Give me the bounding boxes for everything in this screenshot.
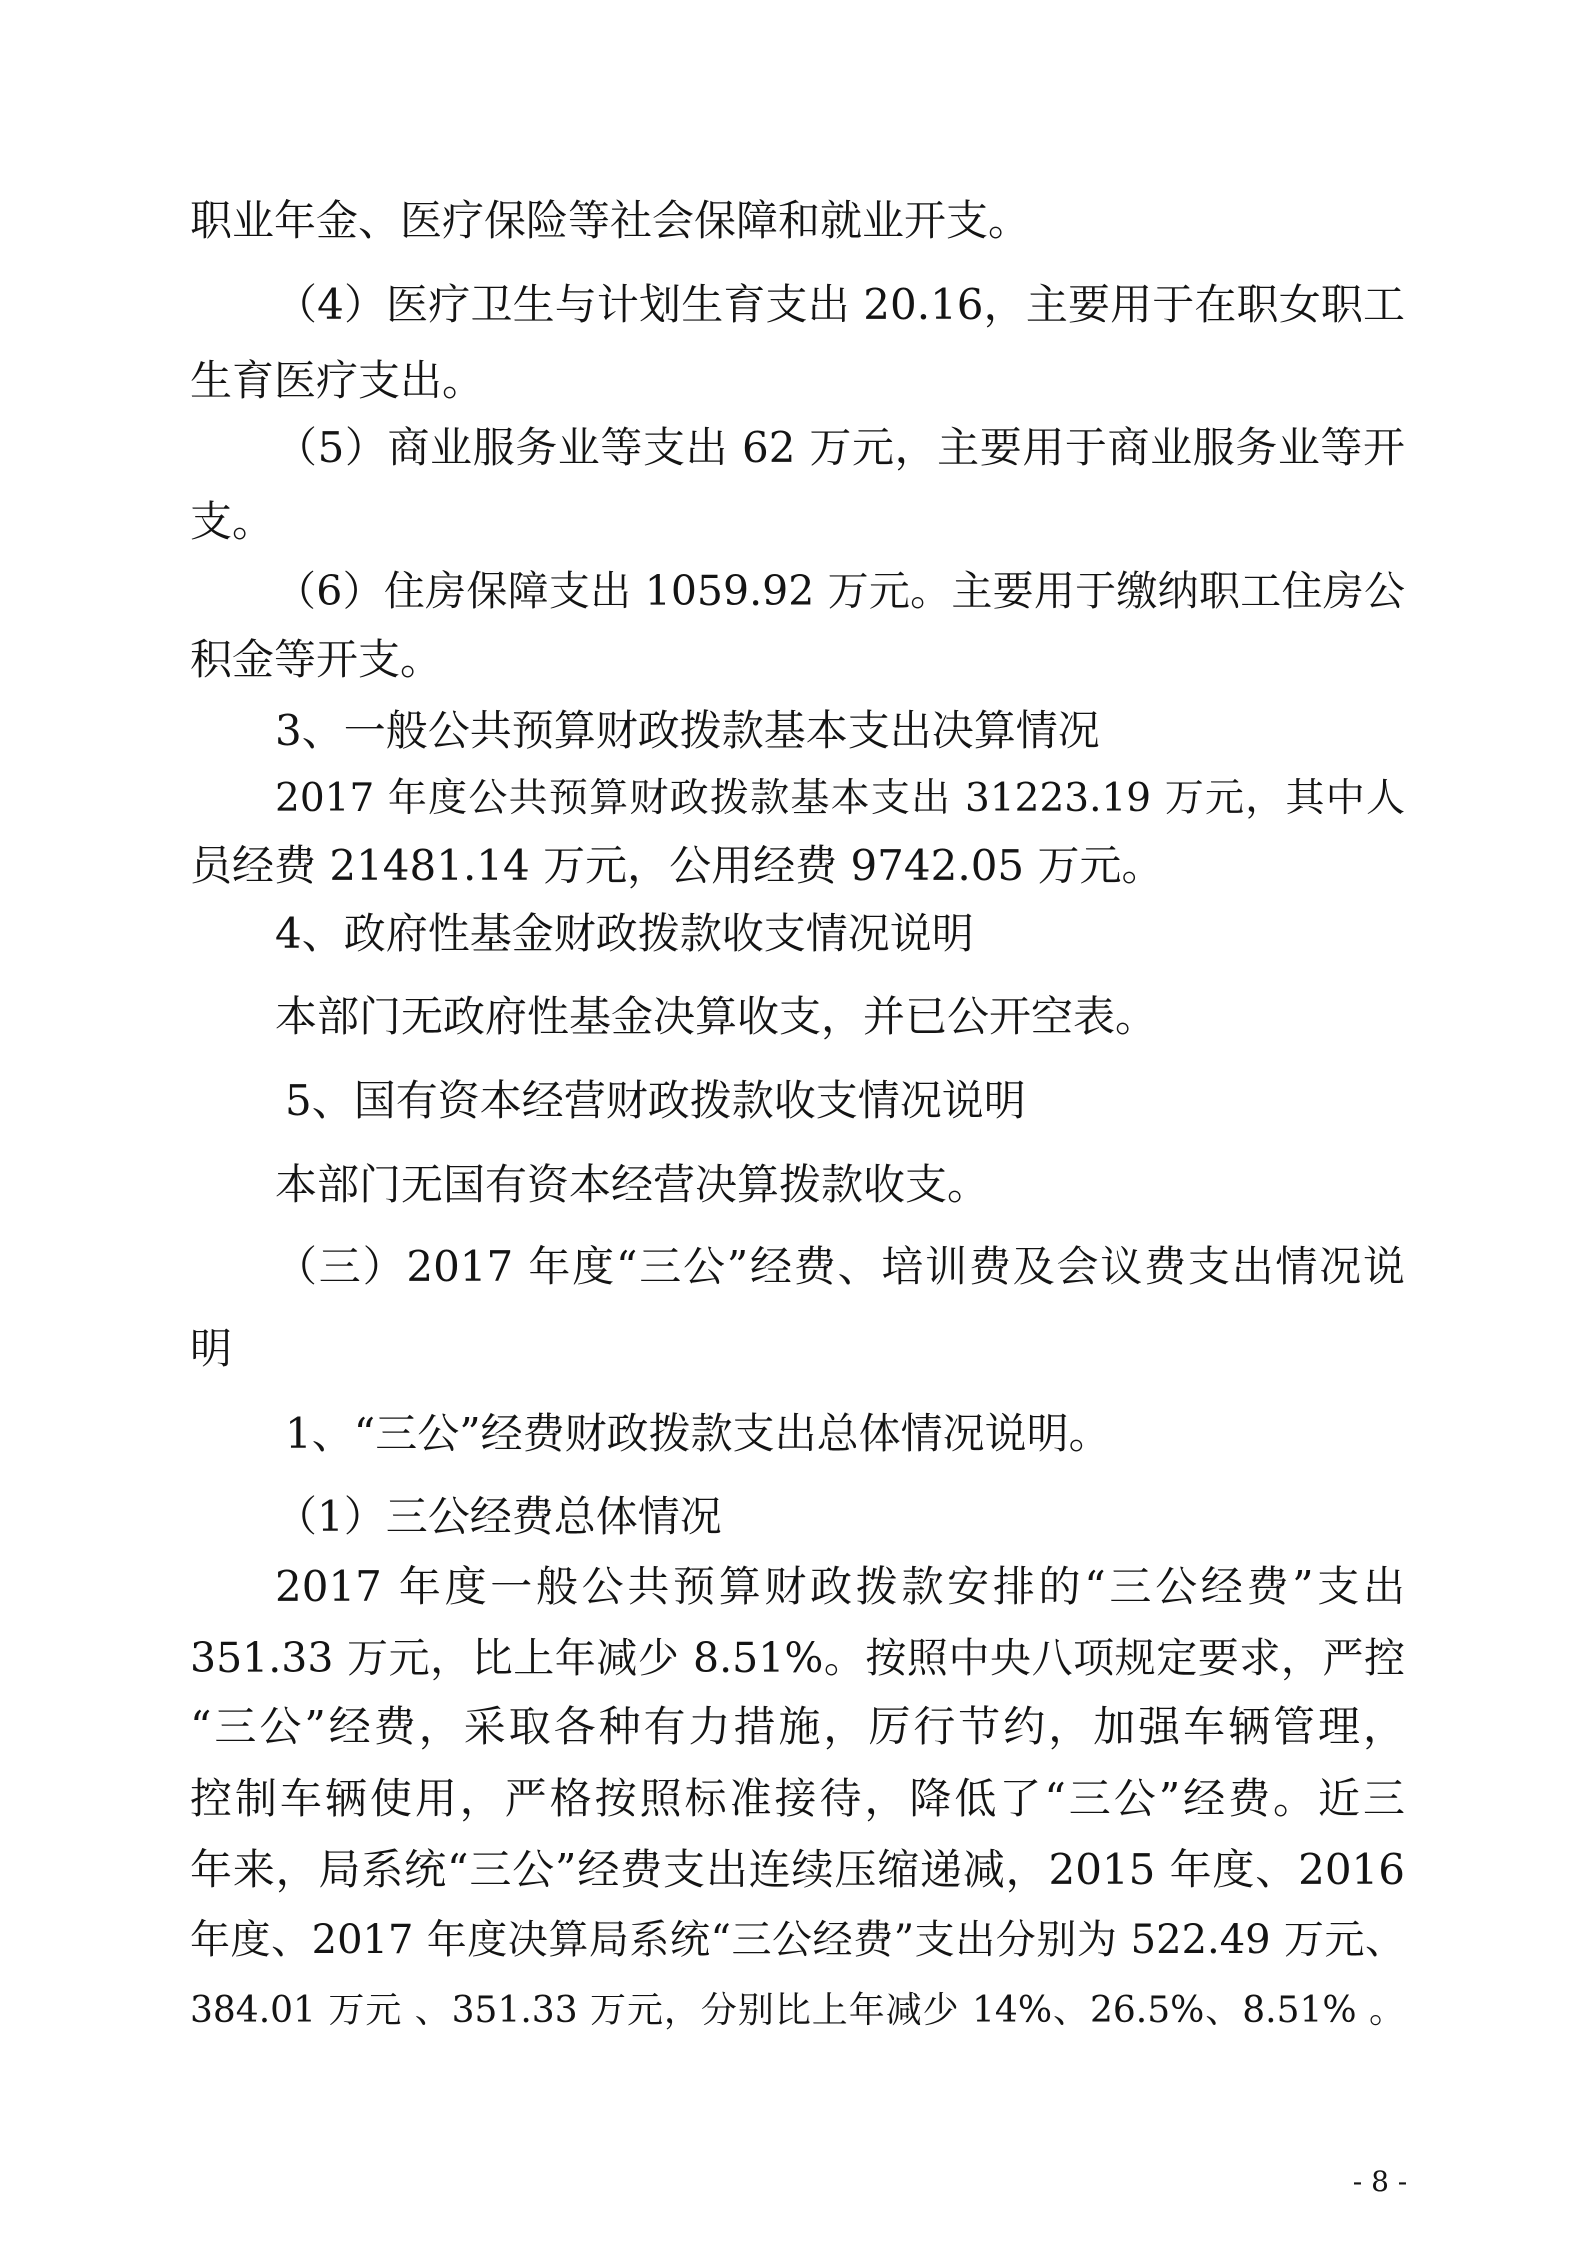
paragraph-line: 控制车辆使用，严格按照标准接待，降低了“三公”经费。近三 bbox=[190, 1774, 1405, 1823]
paragraph-line: 职业年金、医疗保险等社会保障和就业开支。 bbox=[190, 196, 1031, 245]
paragraph-line: （5）商业服务业等支出 62 万元，主要用于商业服务业等开 bbox=[275, 423, 1405, 472]
section-heading: 明 bbox=[190, 1324, 233, 1373]
section-heading: （三）2017 年度“三公”经费、培训费及会议费支出情况说 bbox=[275, 1242, 1405, 1291]
paragraph-line: 2017 年度公共预算财政拨款基本支出 31223.19 万元，其中人 bbox=[275, 776, 1405, 821]
paragraph-line: 384.01 万元 、351.33 万元，分别比上年减少 14%、26.5%、8.51% 。 bbox=[190, 1990, 1405, 2031]
section-heading: 4、政府性基金财政拨款收支情况说明 bbox=[275, 909, 974, 958]
paragraph-line: 本部门无国有资本经营决算拨款收支。 bbox=[275, 1160, 990, 1209]
paragraph-line: （4）医疗卫生与计划生育支出 20.16，主要用于在职女职工 bbox=[275, 280, 1405, 329]
paragraph-line: 年来，局系统“三公”经费支出连续压缩递减，2015 年度、2016 bbox=[190, 1845, 1405, 1894]
page-number: - 8 - bbox=[1352, 2165, 1408, 2198]
paragraph-line: 年度、2017 年度决算局系统“三公经费”支出分别为 522.49 万元、 bbox=[190, 1917, 1405, 1963]
paragraph-line: （6）住房保障支出 1059.92 万元。主要用于缴纳职工住房公 bbox=[275, 567, 1405, 615]
paragraph-line: 2017 年度一般公共预算财政拨款安排的“三公经费”支出 bbox=[275, 1562, 1405, 1611]
paragraph-line: 支。 bbox=[190, 497, 275, 546]
section-heading: 5、国有资本经营财政拨款收支情况说明 bbox=[285, 1076, 1026, 1125]
section-heading: 1、“三公”经费财政拨款支出总体情况说明。 bbox=[285, 1409, 1111, 1458]
paragraph-line: 生育医疗支出。 bbox=[190, 356, 485, 405]
paragraph-line: 积金等开支。 bbox=[190, 635, 443, 684]
paragraph-line: “三公”经费，采取各种有力措施，厉行节约，加强车辆管理， bbox=[190, 1702, 1405, 1751]
paragraph-line: 本部门无政府性基金决算收支，并已公开空表。 bbox=[275, 992, 1158, 1041]
section-heading: （1）三公经费总体情况 bbox=[275, 1492, 722, 1541]
section-heading: 3、一般公共预算财政拨款基本支出决算情况 bbox=[275, 706, 1100, 755]
paragraph-line: 员经费 21481.14 万元，公用经费 9742.05 万元。 bbox=[190, 841, 1164, 890]
paragraph-line: 351.33 万元，比上年减少 8.51%。按照中央八项规定要求，严控 bbox=[190, 1634, 1405, 1682]
